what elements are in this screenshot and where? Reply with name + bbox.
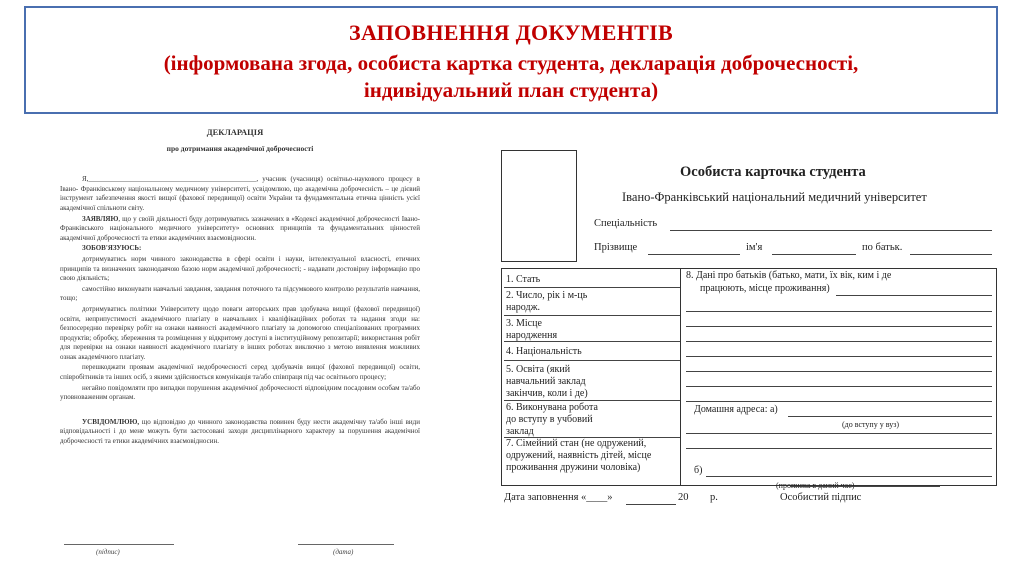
parents-line-2: [686, 326, 992, 327]
field-education: 5. Освіта (який навчальний заклад закінчив, коли і де): [506, 364, 588, 399]
field-education-line: [504, 400, 680, 401]
slide-subtitle-line1: (інформована згода, особиста картка студента, декларація доброчесності,: [163, 51, 859, 75]
surname-label: Прізвище: [594, 242, 638, 253]
parents-line-4: [686, 356, 992, 357]
declaration-document: [60, 128, 420, 574]
slide-title: ЗАПОВНЕННЯ ДОКУМЕНТІВ: [349, 20, 673, 45]
surname-line: [648, 254, 740, 255]
parents-line-5: [686, 371, 992, 372]
declaration-intro: Я,________________________________________________, учасник (учасниця) освітньо-наукового процесу в Івано- Франківському національному медичному університеті, усвідомлюю, що академічна доброчесність – це дієвий інструмент забезпечення якості вищої (фахової передвищої) освіти України та фундаментальна етична цінність усієї академічної спільноти світу.: [60, 175, 420, 212]
declare-word: ЗАЯВЛЯЮ: [82, 214, 119, 223]
photo-box: [501, 150, 577, 262]
field-birth-line: [504, 315, 680, 316]
field-birthplace-line: [504, 341, 680, 342]
student-card: [490, 140, 1000, 574]
registration-line: [706, 476, 992, 477]
name-label: ім'я: [746, 242, 763, 253]
parents-line-6: [686, 386, 992, 387]
patronymic-label: по батьк.: [862, 242, 903, 253]
home-address-line: [788, 416, 992, 417]
title-banner: [24, 6, 998, 114]
oblige-item-1: дотримуватись норм чинного законодавства в сфері освіти і науки, інтелектуальної власності, етичних принципів та визначених законодавчою базою норм академічної доброчесності; - надавати достовірну інформацію про свою діяльність;: [60, 254, 420, 283]
specialty-label: Спеціальність: [594, 218, 658, 229]
patronymic-line: [910, 254, 992, 255]
field-nationality: 4. Національність: [506, 346, 582, 357]
declaration-declare-paragraph: [60, 215, 420, 244]
field-birthplace: 3. Місце народження: [506, 318, 558, 341]
field-prior-work: 6. Виконувана робота до вступу в учбовий заклад: [506, 402, 598, 437]
oblige-item-3: дотримуватись політики Університету щодо поваги авторських прав здобувача вищої (фахової передвищої) освіти, неприпустимості академічного плагіату в навчальних і кваліфікаційних роботах та надання згоди на: безпосередню перевірку робіт на ознаки наявності академічного плагіату за допомогою спеціалізованих програмних продуктів; обробку, збереження та розміщення у відкритому доступі в інституційному репозитарії; використання робіт для перевірки на ознаки наявності академічного плагіату в інших роботах виключно з метою виявлення можливих ознак академічного плагіату.: [60, 304, 420, 361]
registration-caption: (прописка в даний час): [776, 481, 855, 490]
field-gender: 1. Стать: [506, 274, 541, 285]
address-line-3: [686, 448, 992, 449]
field-nationality-line: [504, 360, 680, 361]
specialty-line: [670, 230, 992, 231]
date-filled-month-line: [626, 504, 676, 505]
parents-line-3: [686, 341, 992, 342]
declaration-title: ДЕКЛАРАЦІЯ: [206, 127, 264, 137]
declaration-subtitle: про дотримання академічної доброчесності: [166, 143, 314, 153]
field-marital-status: 7. Сімейний стан (не одружений, одружений, наявність дітей, місце проживання дружини чоловіка): [506, 438, 652, 473]
address-line-2: [686, 433, 992, 434]
name-line: [772, 254, 856, 255]
oblige-heading: ЗОБОВ'ЯЗУЮСЬ:: [82, 244, 142, 253]
card-title: Особиста карточка студента: [680, 164, 866, 180]
aware-text: що відповідно до чинного законодавства повинен буду нести академічну та/або інші види відповідальності і до мене можуть бути застосовані заходи дисциплінарного характеру за порушення академічної доброчесності та етики академічних взаємовідносин.: [60, 417, 420, 446]
personal-signature-label: Особистий підпис: [780, 492, 862, 503]
declare-text: , що у своїй діяльності буду дотримуватись зазначених в «Кодексі академічної доброчесності Івано-Франківського національного медичного університету» основних принципів та фундаментальних цінностей академічної доброчесності та етики академічних взаємовідносин.: [60, 214, 420, 242]
oblige-item-4: перешкоджати проявам академічної недоброчесності серед здобувачів вищої (фахової передвищої) освіти, співробітників та інших осіб, з якими здійснюється комунікація та/або співпраця під час освітнього процесу;: [60, 363, 420, 382]
aware-paragraph: [60, 418, 420, 447]
date-filled-label: Дата заповнення «____»: [504, 492, 613, 503]
parents-line-0: [836, 295, 992, 296]
slide-subtitle-line2: індивідуальний план студента): [363, 78, 659, 102]
signature-line: [64, 544, 174, 545]
card-university: Івано-Франківський національний медичний університет: [622, 190, 927, 204]
signature-row: [60, 544, 420, 574]
oblige-item-5: негайно повідомляти про випадки порушення академічної доброчесності відповідним посадовим особам та/або уповноваженим органам.: [60, 383, 420, 402]
date-line: [298, 544, 394, 545]
home-address-label: Домашня адреса: а): [694, 404, 778, 415]
parents-line-7: [686, 401, 992, 402]
aware-word: УСВІДОМЛЮЮ,: [82, 417, 140, 426]
parents-line-1: [686, 311, 992, 312]
before-admission-caption: (до вступу у вуз): [842, 420, 900, 429]
date-caption: (дата): [333, 548, 354, 556]
year-suffix: р.: [710, 492, 718, 503]
field-parents-line1: 8. Дані про батьків (батько, мати, їх вік, ким і де: [686, 270, 892, 281]
personal-signature-line: [790, 486, 940, 487]
field-birth: 2. Число, рік і м-ць народж.: [506, 290, 588, 313]
oblige-item-2: самостійно виконувати навчальні завдання, завдання поточного та підсумкового контролю результатів навчання, тощо;: [60, 284, 420, 303]
field-gender-line: [504, 287, 680, 288]
signature-caption: (підпис): [96, 548, 120, 556]
field-parents-line2: працюють, місце проживання): [700, 283, 830, 294]
registration-b-label: б): [694, 465, 703, 476]
year-label: 20: [678, 492, 689, 503]
